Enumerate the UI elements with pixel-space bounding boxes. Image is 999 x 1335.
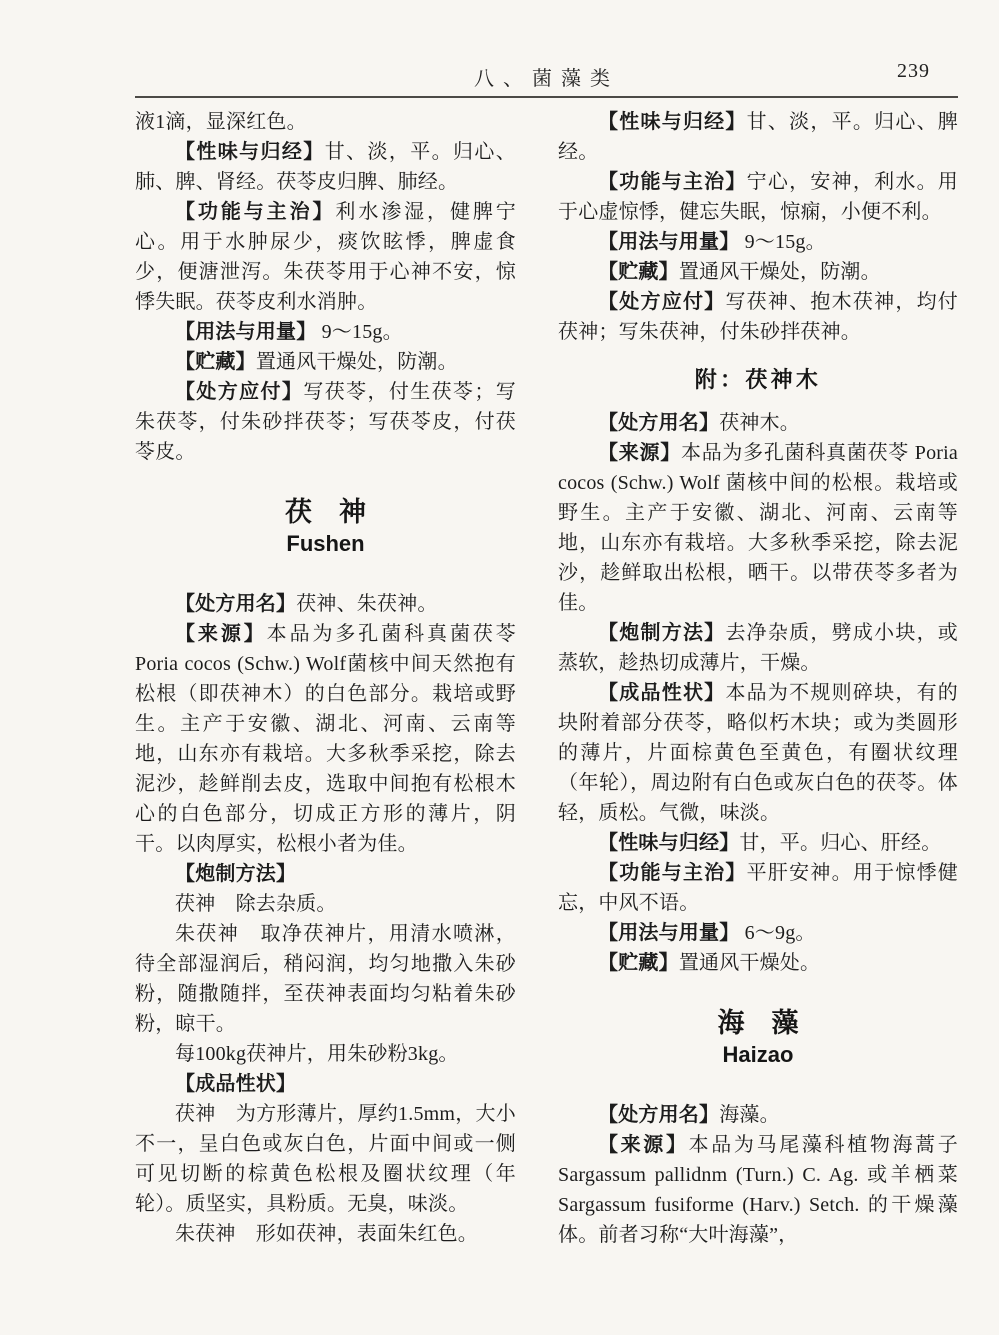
field-text: 茯神木。: [719, 412, 801, 434]
field-paragraph: [558, 107, 958, 167]
field-label: 【炮制方法】: [175, 863, 297, 885]
field-text: 置通风干燥处。: [678, 952, 821, 974]
field-label: 【贮藏】: [598, 261, 679, 283]
field-label: 【功能与主治】: [175, 201, 336, 223]
field-text: 写茯苓，付生茯苓；写朱茯苓，付朱砂拌茯苓；写茯苓皮，付茯苓皮。: [135, 381, 517, 463]
appendix-heading-fushenmu: 附：茯神木: [694, 367, 822, 392]
field-text: 平肝安神。用于惊悸健忘，中风不语。: [558, 862, 959, 914]
field-label: 【用法与用量】: [175, 321, 317, 343]
field-label: 【成品性状】: [175, 1073, 297, 1095]
field-text: 9～15g。: [316, 321, 403, 343]
section-title: 八、菌藻类: [474, 68, 619, 90]
field-label: 【来源】: [598, 442, 681, 464]
two-column-text: [135, 107, 958, 1250]
field-text: 本品为多孔菌科真菌茯苓Poria cocos (Schw.) Wolf菌核中间天然抱有松根（即茯神木）的白色部分。栽培或野生。主产于安徽、湖北、河南、云南等地，山东亦有栽培。大多秋季采挖，除去泥沙，趁鲜削去皮，选取中间抱有松根木心的白色部分，切成正方形的薄片，阴干。以肉厚实，松根小者为佳。: [135, 623, 516, 855]
monograph-title-pinyin-haizao: Haizao: [722, 1042, 794, 1067]
field-paragraph: [558, 287, 958, 347]
field-label: 【处方应付】: [175, 381, 304, 403]
paragraph-text: 茯神 为方形薄片，厚约1.5mm，大小不一，呈白色或灰白色，片面中间或一侧可见切断的棕黄色松根及圈状纹理（年轮）。质坚实，具粉质。无臭，味淡。: [135, 1103, 516, 1215]
field-text: 甘，平。归心、肝经。: [739, 832, 942, 854]
right-column: [558, 107, 958, 1250]
header-rule: [135, 96, 958, 98]
field-label: 【处方用名】: [175, 593, 297, 615]
field-paragraph: [135, 619, 516, 859]
field-label: 【炮制方法】: [598, 622, 726, 644]
field-label: 【成品性状】: [598, 682, 726, 704]
field-text: 置通风干燥处，防潮。: [678, 261, 881, 283]
field-paragraph: [135, 347, 516, 377]
left-column: [135, 107, 516, 1250]
field-text: 置通风干燥处，防潮。: [255, 351, 458, 373]
field-label: 【性味与归经】: [598, 832, 740, 854]
field-text: 本品为马尾藻科植物海蒿子 Sargassum pallidnm (Turn.) C. Ag. 或羊栖菜 Sargassum fusiforme (Harv.) Setch. 的干燥藻体。前者习称“大叶海藻”，: [558, 1134, 958, 1246]
field-text: 海藻。: [719, 1104, 780, 1126]
continuation-paragraph: [135, 107, 516, 137]
field-paragraph: [558, 918, 958, 948]
field-label: 【性味与归经】: [598, 111, 747, 133]
field-text: 甘、淡，平。归心、脾经。: [558, 111, 959, 163]
field-paragraph: [558, 858, 958, 918]
page-number: 239: [897, 60, 930, 82]
field-label: 【处方用名】: [598, 1104, 720, 1126]
field-text: 甘、淡，平。归心、肺、脾、肾经。茯苓皮归脾、肺经。: [135, 141, 516, 193]
field-text: 本品为不规则碎块，有的块附着部分茯苓，略似朽木块；或为类圆形的薄片，片面棕黄色至黄色，有圈状纹理（年轮），周边附有白色或灰白色的茯苓。体轻，质松。气微，味淡。: [558, 682, 959, 824]
paragraph-text: 朱茯神 取净茯神片，用清水喷淋，待全部湿润后，稍闷润，均匀地撒入朱砂粉，随撒随拌，至茯神表面均匀粘着朱砂粉，晾干。: [135, 923, 516, 1035]
field-text: 本品为多孔菌科真菌茯苓 Poria cocos (Schw.) Wolf 菌核中间的松根。栽培或野生。主产于安徽、湖北、河南、云南等地，山东亦有栽培。大多秋季采挖，除去泥沙，趁鲜取出松根，晒干。以带茯苓多者为佳。: [558, 442, 958, 614]
field-label: 【贮藏】: [175, 351, 256, 373]
field-text: 茯神、朱茯神。: [296, 593, 438, 615]
field-label: 【来源】: [175, 623, 267, 645]
field-paragraph: [558, 948, 958, 978]
paragraph-text: 每100kg茯神片，用朱砂粉3kg。: [175, 1043, 459, 1065]
paragraph-text: 茯神 除去杂质。: [175, 893, 337, 915]
body-paragraph: [135, 889, 516, 919]
page-content: [135, 0, 958, 1250]
field-paragraph: [558, 678, 958, 828]
field-paragraph: [558, 1130, 958, 1250]
field-paragraph: [135, 589, 516, 619]
field-paragraph: [135, 859, 516, 889]
monograph-title-chinese-haizao: 海 藻: [717, 1008, 799, 1038]
field-paragraph: [558, 438, 958, 618]
field-paragraph: [558, 828, 958, 858]
field-label: 【处方用名】: [598, 412, 720, 434]
field-paragraph: [558, 257, 958, 287]
field-label: 【用法与用量】: [598, 231, 740, 253]
field-paragraph: [558, 408, 958, 438]
monograph-title-chinese-fushen: 茯 神: [285, 497, 366, 527]
field-label: 【来源】: [598, 1134, 689, 1156]
field-paragraph: [558, 167, 958, 227]
field-paragraph: [135, 197, 516, 317]
field-label: 【用法与用量】: [598, 922, 740, 944]
field-label: 【功能与主治】: [598, 862, 747, 884]
body-paragraph: [135, 1219, 516, 1249]
field-text: 9～15g。: [739, 231, 826, 253]
field-label: 【处方应付】: [598, 291, 726, 313]
field-paragraph: [135, 377, 516, 467]
monograph-title-pinyin-fushen: Fushen: [286, 531, 365, 556]
field-label: 【贮藏】: [598, 952, 679, 974]
field-text: 利水渗湿，健脾宁心。用于水肿尿少，痰饮眩悸，脾虚食少，便溏泄泻。朱茯苓用于心神不安，惊悸失眠。茯苓皮利水消肿。: [135, 201, 516, 313]
body-paragraph: [135, 919, 516, 1039]
body-paragraph: [135, 1039, 516, 1069]
field-paragraph: [558, 618, 958, 678]
field-paragraph: [558, 1100, 958, 1130]
field-text: 6～9g。: [739, 922, 816, 944]
field-paragraph: [135, 317, 516, 347]
field-text: 写茯神、抱木茯神，均付茯神；写朱茯神，付朱砂拌茯神。: [558, 291, 959, 343]
field-text: 去净杂质，劈成小块，或蒸软，趁热切成薄片，干燥。: [558, 622, 959, 674]
paragraph-text: 朱茯神 形如茯神，表面朱红色。: [175, 1223, 478, 1245]
field-label: 【性味与归经】: [175, 141, 325, 163]
field-label: 【功能与主治】: [598, 171, 747, 193]
body-paragraph: [135, 1099, 516, 1219]
field-paragraph: [135, 137, 516, 197]
field-paragraph: [135, 1069, 516, 1099]
running-head: [135, 62, 958, 90]
field-paragraph: [558, 227, 958, 257]
paragraph-text: 液1滴，显深红色。: [135, 111, 307, 133]
field-text: 宁心，安神，利水。用于心虚惊悸，健忘失眠，惊痫，小便不利。: [558, 171, 959, 223]
